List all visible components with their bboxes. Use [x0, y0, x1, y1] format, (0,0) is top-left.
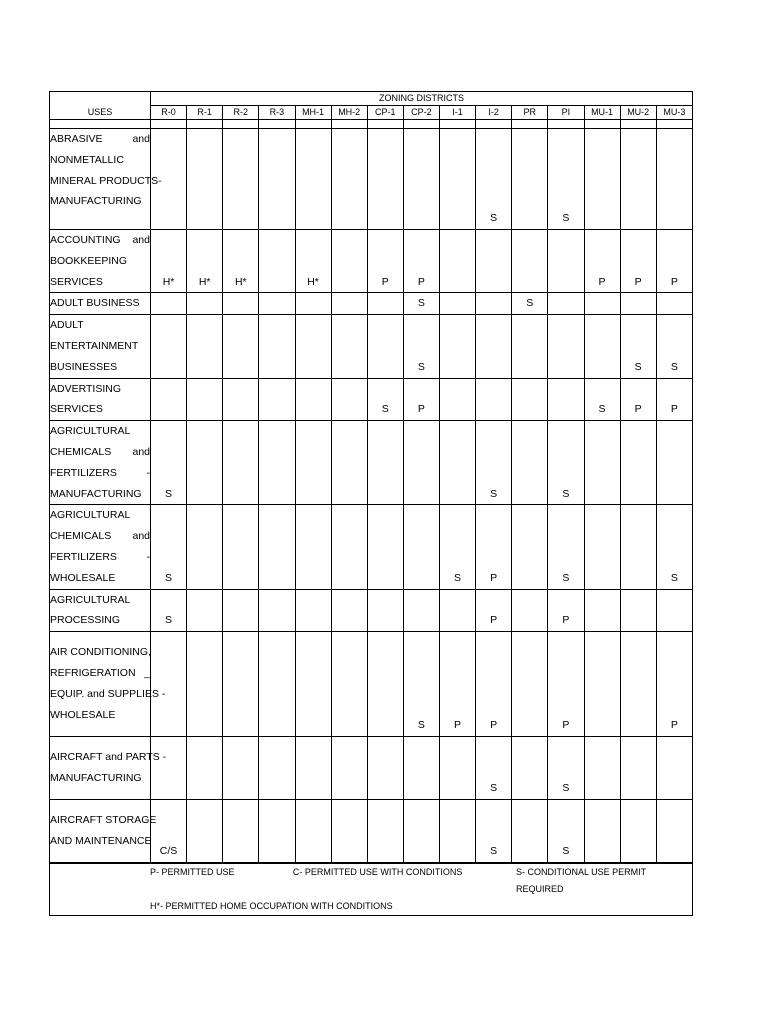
permission-cell: [259, 230, 295, 293]
permission-cell: S: [476, 421, 512, 505]
use-name-line: WHOLESALE: [50, 708, 116, 721]
zoning-table: [49, 91, 693, 916]
permission-cell: P: [620, 378, 656, 421]
gap-cell: [656, 120, 692, 129]
permission-cell: S: [548, 800, 584, 863]
permission-cell: [187, 315, 223, 378]
permission-cell: [440, 737, 476, 800]
district-header: CP-1: [367, 106, 403, 120]
district-header: PI: [548, 106, 584, 120]
use-name-line: BUSINESSES: [50, 360, 118, 373]
gap-cell: [151, 120, 187, 129]
permission-cell: [512, 315, 548, 378]
permission-cell: P: [656, 632, 692, 737]
use-name-cell: [50, 589, 151, 632]
permission-cell: [512, 230, 548, 293]
permission-cell: P: [440, 632, 476, 737]
permission-cell: P: [584, 230, 620, 293]
table-row: [50, 129, 693, 230]
district-header: R-1: [187, 106, 223, 120]
gap-cell: [476, 120, 512, 129]
use-name-line: AGRICULTURAL: [50, 425, 131, 438]
permission-cell: P: [656, 230, 692, 293]
permission-cell: [403, 505, 439, 589]
header-title-row: [50, 92, 693, 106]
permission-cell: [187, 129, 223, 230]
permission-cell: [584, 737, 620, 800]
permission-cell: [331, 589, 367, 632]
use-name-cell: [50, 230, 151, 293]
permission-cell: [259, 293, 295, 315]
gap-cell: [331, 120, 367, 129]
permission-cell: [259, 632, 295, 737]
use-name-line: MANUFACTURING: [50, 195, 142, 208]
permission-cell: [259, 378, 295, 421]
permission-cell: [295, 800, 331, 863]
use-name-line: SERVICES: [50, 275, 103, 288]
header-gap-row: [50, 120, 693, 129]
permission-cell: [295, 129, 331, 230]
use-name-line: MINERAL PRODUCTS-: [50, 174, 162, 187]
use-name-line: CHEMICALS and: [50, 445, 150, 458]
permission-cell: S: [656, 315, 692, 378]
permission-cell: [656, 589, 692, 632]
permission-cell: H*: [295, 230, 331, 293]
permission-cell: [367, 129, 403, 230]
use-name-line: AND MAINTENANCE: [50, 834, 152, 847]
permission-cell: S: [151, 421, 187, 505]
permission-cell: [440, 293, 476, 315]
district-header: MU-3: [656, 106, 692, 120]
use-name-line: FERTILIZERS -: [50, 466, 150, 479]
permission-cell: P: [620, 230, 656, 293]
permission-cell: [223, 505, 259, 589]
permission-cell: [223, 315, 259, 378]
gap-cell: [223, 120, 259, 129]
permission-cell: [223, 129, 259, 230]
permission-cell: [295, 505, 331, 589]
table-row: [50, 378, 693, 421]
permission-cell: [367, 589, 403, 632]
permission-cell: S: [440, 505, 476, 589]
district-header: MU-1: [584, 106, 620, 120]
table-row: [50, 293, 693, 315]
gap-cell: [548, 120, 584, 129]
table-row: [50, 230, 693, 293]
permission-cell: [223, 378, 259, 421]
uses-header: USES: [50, 106, 151, 120]
district-header: R-2: [223, 106, 259, 120]
use-name-cell: [50, 315, 151, 378]
permission-cell: S: [656, 505, 692, 589]
permission-cell: [620, 632, 656, 737]
permission-cell: [656, 421, 692, 505]
permission-cell: S: [403, 315, 439, 378]
permission-cell: [403, 421, 439, 505]
header-district-row: [50, 106, 693, 120]
permission-cell: [620, 589, 656, 632]
gap-cell: [295, 120, 331, 129]
use-name-line: REFRIGERATION _: [50, 666, 150, 679]
permission-cell: [295, 632, 331, 737]
permission-cell: S: [403, 293, 439, 315]
gap-cell: [512, 120, 548, 129]
permission-cell: [187, 421, 223, 505]
permission-cell: [584, 293, 620, 315]
permission-cell: [151, 378, 187, 421]
use-name-cell: [50, 129, 162, 230]
legend-conditional: S- CONDITIONAL USE PERMIT REQUIRED: [515, 866, 646, 894]
permission-cell: [295, 378, 331, 421]
permission-cell: [367, 293, 403, 315]
permission-cell: [476, 293, 512, 315]
permission-cell: [584, 315, 620, 378]
permission-cell: [259, 129, 295, 230]
permission-cell: [187, 632, 223, 737]
permission-cell: [620, 737, 656, 800]
permission-cell: P: [476, 589, 512, 632]
legend-permitted: P- PERMITTED USE: [150, 866, 235, 877]
permission-cell: [584, 800, 620, 863]
permission-cell: P: [548, 632, 584, 737]
permission-cell: [620, 421, 656, 505]
permission-cell: [151, 293, 187, 315]
district-header: R-0: [151, 106, 187, 120]
permission-cell: [512, 378, 548, 421]
gap-cell: [187, 120, 223, 129]
permission-cell: S: [476, 800, 512, 863]
permission-cell: [440, 230, 476, 293]
use-name-line: AGRICULTURAL: [50, 509, 131, 522]
permission-cell: [331, 315, 367, 378]
table-row: [50, 589, 693, 632]
permission-cell: [295, 421, 331, 505]
legend-home-occupation: H*- PERMITTED HOME OCCUPATION WITH CONDITIONS: [150, 900, 393, 911]
use-name-line: ACCOUNTING and: [50, 234, 150, 246]
permission-cell: [656, 129, 692, 230]
permission-cell: [331, 632, 367, 737]
permission-cell: [512, 589, 548, 632]
permission-cell: [223, 421, 259, 505]
permission-cell: P: [476, 505, 512, 589]
uses-header-top: [50, 92, 151, 106]
permission-cell: [295, 737, 331, 800]
use-name-line: SERVICES: [50, 403, 103, 416]
permission-cell: [151, 737, 187, 800]
permission-cell: [620, 505, 656, 589]
permission-cell: S: [548, 737, 584, 800]
permission-cell: [440, 421, 476, 505]
permission-cell: S: [151, 505, 187, 589]
permission-cell: [620, 800, 656, 863]
district-header: CP-2: [403, 106, 439, 120]
district-header: I-1: [440, 106, 476, 120]
permission-cell: S: [620, 315, 656, 378]
permission-cell: P: [367, 230, 403, 293]
use-name-line: NONMETALLIC: [50, 153, 124, 166]
permission-cell: C/S: [151, 800, 187, 863]
permission-cell: [512, 800, 548, 863]
permission-cell: [403, 800, 439, 863]
use-name-line: PROCESSING: [50, 614, 121, 627]
permission-cell: [367, 421, 403, 505]
permission-cell: [512, 421, 548, 505]
permission-cell: [259, 421, 295, 505]
table-row: [50, 315, 693, 378]
table-row: [50, 632, 693, 737]
permission-cell: [512, 632, 548, 737]
permission-cell: [367, 632, 403, 737]
permission-cell: [295, 315, 331, 378]
permission-cell: [440, 589, 476, 632]
permission-cell: [187, 800, 223, 863]
permission-cell: [259, 315, 295, 378]
permission-cell: [223, 737, 259, 800]
permission-cell: [259, 737, 295, 800]
gap-cell: [584, 120, 620, 129]
permission-cell: [548, 230, 584, 293]
permission-cell: [151, 632, 187, 737]
use-name-line: FERTILIZERS -: [50, 550, 150, 563]
legend-cell: [50, 863, 693, 916]
permission-cell: P: [476, 632, 512, 737]
permission-cell: [223, 589, 259, 632]
permission-cell: [476, 230, 512, 293]
permission-cell: [584, 505, 620, 589]
permission-cell: [331, 293, 367, 315]
use-name-cell: [50, 505, 151, 589]
permission-cell: [584, 632, 620, 737]
permission-cell: [331, 737, 367, 800]
permission-cell: [331, 378, 367, 421]
permission-cell: S: [403, 632, 439, 737]
permission-cell: [440, 378, 476, 421]
permission-cell: [512, 737, 548, 800]
use-name-line: AIRCRAFT STORAGE: [50, 814, 157, 827]
use-name-line: WHOLESALE: [50, 571, 116, 584]
permission-cell: S: [512, 293, 548, 315]
permission-cell: [295, 293, 331, 315]
gap-cell: [50, 120, 151, 129]
use-name-cell: [50, 378, 151, 421]
permission-cell: [584, 129, 620, 230]
permission-cell: [223, 800, 259, 863]
gap-cell: [403, 120, 439, 129]
gap-cell: [620, 120, 656, 129]
use-name-line: AIR CONDITIONING,: [50, 646, 151, 659]
permission-cell: H*: [151, 230, 187, 293]
permission-cell: S: [548, 505, 584, 589]
gap-cell: [367, 120, 403, 129]
permission-cell: P: [403, 378, 439, 421]
permission-cell: [331, 421, 367, 505]
permission-cell: [259, 800, 295, 863]
permission-cell: S: [476, 129, 512, 230]
permission-cell: [151, 315, 187, 378]
district-header: MH-1: [295, 106, 331, 120]
permission-cell: [548, 378, 584, 421]
district-header: MH-2: [331, 106, 367, 120]
use-name-line: ADULT BUSINESS: [50, 297, 140, 310]
permission-cell: [367, 315, 403, 378]
district-header: PR: [512, 106, 548, 120]
gap-cell: [259, 120, 295, 129]
permission-cell: [620, 129, 656, 230]
use-name-cell: [50, 421, 151, 505]
permission-cell: [187, 293, 223, 315]
permission-cell: [259, 589, 295, 632]
permission-cell: [656, 293, 692, 315]
permission-cell: [187, 737, 223, 800]
use-name-line: ADULT: [50, 319, 84, 332]
district-header: MU-2: [620, 106, 656, 120]
permission-cell: [187, 589, 223, 632]
permission-cell: P: [656, 378, 692, 421]
permission-cell: [656, 737, 692, 800]
permission-cell: [331, 230, 367, 293]
permission-cell: [440, 315, 476, 378]
permission-cell: P: [548, 589, 584, 632]
permission-cell: P: [403, 230, 439, 293]
use-name-line: ABRASIVE and: [50, 133, 150, 145]
permission-cell: [440, 800, 476, 863]
use-name-line: CHEMICALS and: [50, 530, 150, 543]
permission-cell: [331, 800, 367, 863]
permission-cell: S: [151, 589, 187, 632]
permission-cell: [584, 421, 620, 505]
permission-cell: [367, 737, 403, 800]
use-name-line: EQUIP. and SUPPLIES -: [50, 687, 166, 700]
permission-cell: [331, 505, 367, 589]
use-name-cell: [50, 800, 157, 863]
permission-cell: [295, 589, 331, 632]
permission-cell: [440, 129, 476, 230]
permission-cell: S: [584, 378, 620, 421]
permission-cell: [223, 632, 259, 737]
permission-cell: S: [548, 421, 584, 505]
zoning-districts-title: ZONING DISTRICTS: [151, 92, 693, 106]
permission-cell: H*: [223, 230, 259, 293]
use-name-cell: [50, 293, 151, 315]
permission-cell: [656, 800, 692, 863]
use-name-line: MANUFACTURING: [50, 771, 142, 784]
permission-cell: [512, 129, 548, 230]
district-header: I-2: [476, 106, 512, 120]
table-row: [50, 505, 693, 589]
permission-cell: [223, 293, 259, 315]
use-name-line: ADVERTISING: [50, 382, 121, 395]
permission-cell: [187, 505, 223, 589]
permission-cell: [367, 800, 403, 863]
permission-cell: [403, 129, 439, 230]
permission-cell: [584, 589, 620, 632]
gap-cell: [440, 120, 476, 129]
table-row: [50, 737, 693, 800]
permission-cell: [403, 737, 439, 800]
use-name-line: AIRCRAFT and PARTS -: [50, 751, 167, 764]
permission-cell: [367, 505, 403, 589]
permission-cell: [620, 293, 656, 315]
permission-cell: [548, 315, 584, 378]
permission-cell: [512, 505, 548, 589]
permission-cell: S: [548, 129, 584, 230]
use-name-cell: [50, 737, 167, 800]
permission-cell: [187, 378, 223, 421]
table-row: [50, 421, 693, 505]
use-name-cell: [50, 632, 166, 737]
permission-cell: S: [367, 378, 403, 421]
use-name-line: ENTERTAINMENT: [50, 339, 139, 352]
table-row: [50, 800, 693, 863]
use-name-line: AGRICULTURAL: [50, 593, 131, 606]
permission-cell: [548, 293, 584, 315]
permission-cell: [259, 505, 295, 589]
district-header: R-3: [259, 106, 295, 120]
use-name-line: BOOKKEEPING: [50, 254, 128, 267]
permission-cell: [403, 589, 439, 632]
permission-cell: [476, 378, 512, 421]
legend-row: [50, 863, 693, 916]
permission-cell: [476, 315, 512, 378]
legend-conditions: C- PERMITTED USE WITH CONDITIONS: [292, 866, 463, 877]
use-name-line: MANUFACTURING: [50, 487, 142, 500]
permission-cell: [331, 129, 367, 230]
permission-cell: S: [476, 737, 512, 800]
permission-cell: H*: [187, 230, 223, 293]
